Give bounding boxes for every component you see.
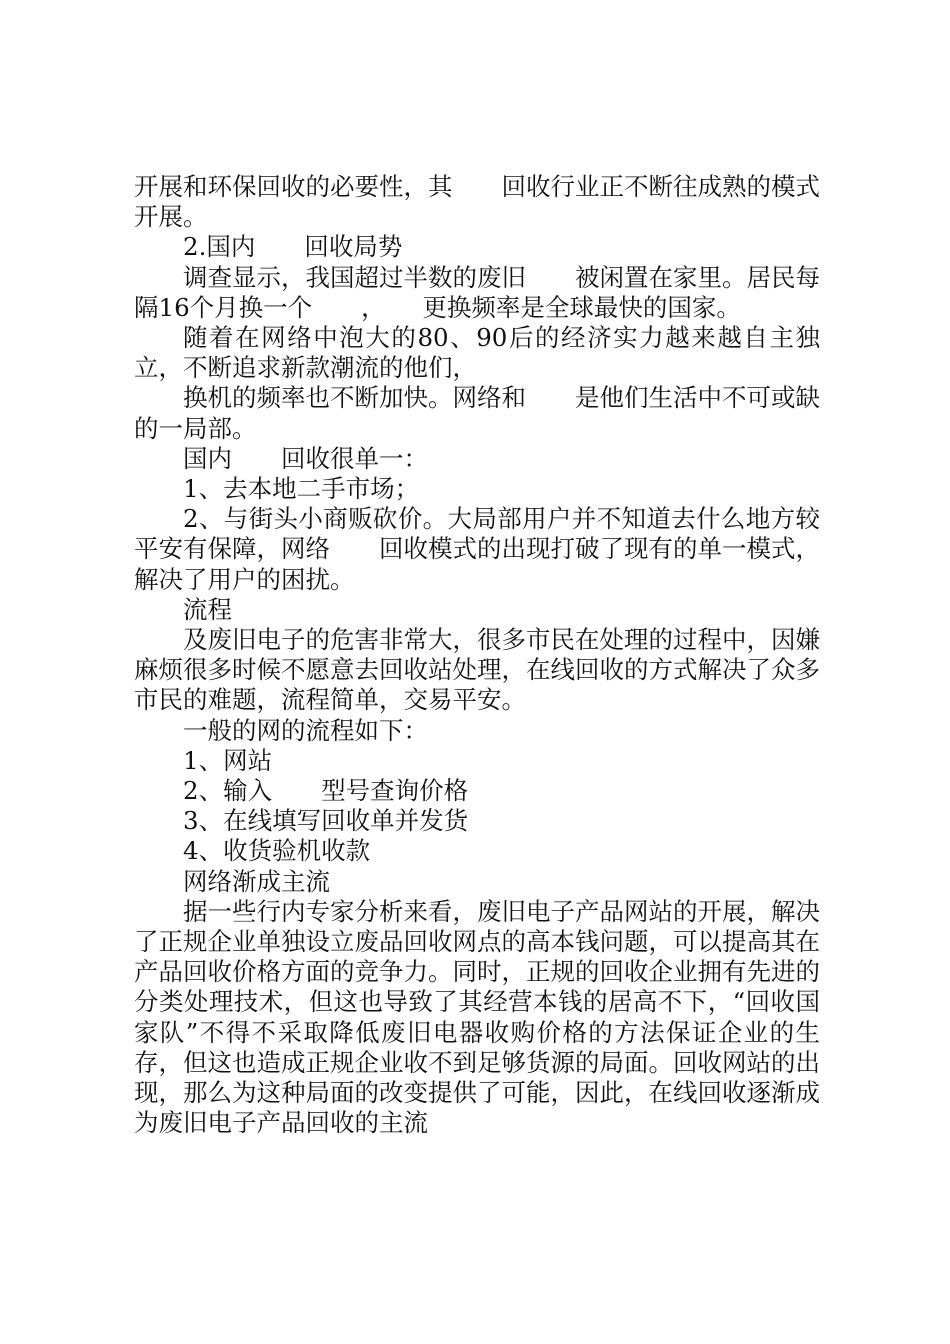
section-heading-mainstream: 网络渐成主流 [183,866,330,896]
paragraph-domestic-channels: 国内 回收很单一： [183,443,428,473]
list-item-step-3: 3、在线填写回收单并发货 [183,806,469,836]
list-item-step-1: 1、网站 [183,745,273,775]
list-item-step-2: 2、输入 型号查询价格 [183,776,469,806]
list-item-second-hand-market: 1、去本地二手市场； [183,474,420,504]
paragraph-hazards: 及废旧电子的危害非常大，很多市民在处理的过程中，因嫌麻烦很多时候不愿意去回收站处理，在线回收的方式解决了众多市民的难题，流程简单，交易平安。 [134,625,820,715]
list-item-street-vendor: 2、与街头小商贩砍价。大局部用户并不知道去什么地方较平安有保障，网络 回收模式的出现打破了现有的单一模式，解决了用户的困扰。 [134,504,820,594]
paragraph-intro-continued: 开展和环保回收的必要性，其 回收行业正不断往成熟的模式开展。 [134,172,820,232]
paragraph-process-intro: 一般的网的流程如下： [183,715,428,745]
paragraph-survey: 调查显示，我国超过半数的废旧 被闲置在家里。居民每隔16个月换一个 ， 更换频率是全球最快的国家。 [134,262,820,322]
section-heading-process: 流程 [183,594,232,624]
section-heading-domestic-situation: 2.国内 回收局势 [183,232,403,262]
paragraph-expert-analysis: 据一些行内专家分析来看，废旧电子产品网站的开展，解决了正规企业单独设立废品回收网点的高本钱问题，可以提高其在产品回收价格方面的竞争力。同时，正规的回收企业拥有先进的分类处理技术，但这也导致了其经营本钱的居高不下，“回收国家队”不得不采取降低废旧电器收购价格的方法保证企业的生存，但这也造成正规企业收不到足够货源的局面。回收网站的出现，那么为这种局面的改变提供了可能，因此，在线回收逐渐成为废旧电子产品回收的主流 [134,896,820,1138]
paragraph-young-generation: 随着在网络中泡大的80、90后的经济实力越来越自主独立，不断追求新款潮流的他们， [134,323,820,383]
list-item-step-4: 4、收货验机收款 [183,836,371,866]
document-body [134,172,820,1139]
paragraph-replacement-frequency: 换机的频率也不断加快。网络和 是他们生活中不可或缺的一局部。 [134,383,820,443]
